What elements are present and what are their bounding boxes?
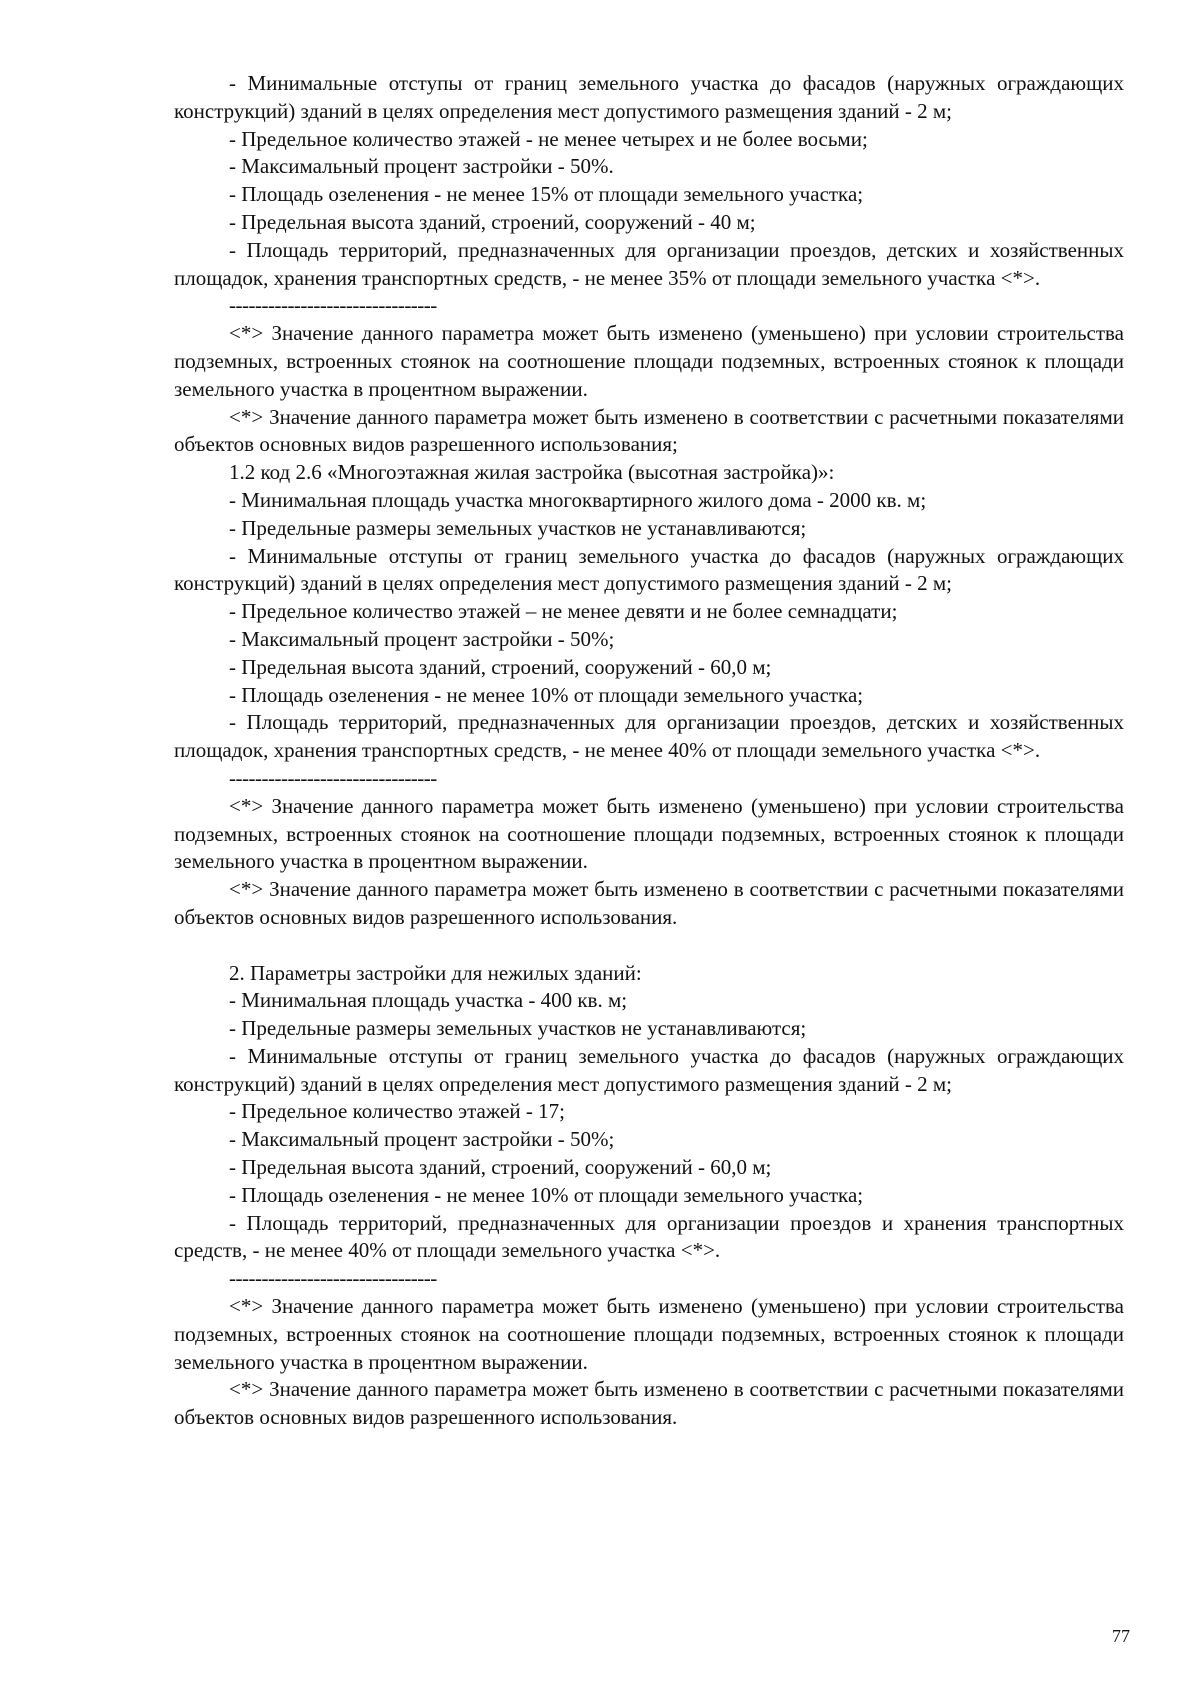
list-item: - Площадь озеленения - не менее 10% от площади земельного участка; — [229, 1182, 864, 1207]
list-item: - Предельное количество этажей - не менее четырех и не более восьми; — [229, 126, 868, 151]
document-page — [174, 70, 1124, 1432]
list-item: - Максимальный процент застройки - 50%; — [229, 626, 615, 651]
footnote: <*> Значение данного параметра может быть изменено (уменьшено) при условии строительства подземных, встроенных стоянок на соотношение площади подземных, встроенных стоянок к площади земельного участка в процентном выражении. — [174, 1294, 1124, 1374]
section-heading: 2. Параметры застройки для нежилых зданий: — [229, 960, 642, 985]
list-item: - Площадь территорий, предназначенных для организации проездов и хранения транспортных средств, - не менее 40% от площади земельного участка <*>. — [174, 1210, 1124, 1263]
list-item: - Минимальная площадь участка многоквартирного жилого дома - 2000 кв. м; — [229, 487, 927, 512]
list-item: - Предельные размеры земельных участков не устанавливаются; — [229, 515, 807, 540]
list-item: - Максимальный процент застройки - 50%. — [229, 154, 614, 179]
footnote: <*> Значение данного параметра может быть изменено в соответствии с расчетными показателями объектов основных видов разрешенного использования; — [174, 404, 1124, 457]
footnote: <*> Значение данного параметра может быть изменено в соответствии с расчетными показателями объектов основных видов разрешенного использования. — [174, 1377, 1124, 1430]
list-item: - Максимальный процент застройки - 50%; — [229, 1127, 615, 1152]
list-item: - Площадь территорий, предназначенных для организации проездов, детских и хозяйственных площадок, хранения транспортных средств, - не менее 40% от площади земельного участка <*>. — [174, 710, 1124, 763]
list-item: - Площадь озеленения - не менее 15% от площади земельного участка; — [229, 182, 864, 207]
footnote: <*> Значение данного параметра может быть изменено (уменьшено) при условии строительства подземных, встроенных стоянок на соотношение площади подземных, встроенных стоянок к площади земельного участка в процентном выражении. — [174, 793, 1124, 874]
footnote: <*> Значение данного параметра может быть изменено в соответствии с расчетными показателями объектов основных видов разрешенного использования. — [174, 877, 1124, 929]
list-item: - Минимальные отступы от границ земельного участка до фасадов (наружных ограждающих конструкций) зданий в целях определения мест допустимого размещения зданий - 2 м; — [174, 71, 1124, 123]
footnote: <*> Значение данного параметра может быть изменено (уменьшено) при условии строительства подземных, встроенных стоянок на соотношение площади подземных, встроенных стоянок к площади земельного участка в процентном выражении. — [174, 321, 1124, 401]
list-item: - Минимальные отступы от границ земельного участка до фасадов (наружных ограждающих конструкций) зданий в целях определения мест допустимого размещения зданий - 2 м; — [174, 1043, 1124, 1096]
paragraph-gap — [174, 932, 1124, 960]
footnote-separator: -------------------------------- — [229, 765, 437, 790]
list-item: - Площадь озеленения - не менее 10% от площади земельного участка; — [229, 682, 864, 707]
footnote-separator: -------------------------------- — [229, 293, 437, 318]
list-item: - Предельное количество этажей – не менее девяти и не более семнадцати; — [229, 599, 898, 624]
footnote-separator: -------------------------------- — [229, 1266, 437, 1291]
list-item: - Предельные размеры земельных участков не устанавливаются; — [229, 1016, 807, 1041]
list-item: - Площадь территорий, предназначенных для организации проездов, детских и хозяйственных площадок, хранения транспортных средств, - не менее 35% от площади земельного участка <*>. — [174, 237, 1124, 290]
page-number: 77 — [1112, 1626, 1130, 1646]
list-item: - Минимальные отступы от границ земельного участка до фасадов (наружных ограждающих конструкций) зданий в целях определения мест допустимого размещения зданий - 2 м; — [174, 543, 1124, 596]
list-item: - Предельная высота зданий, строений, сооружений - 40 м; — [229, 209, 756, 234]
section-heading: 1.2 код 2.6 «Многоэтажная жилая застройка (высотная застройка)»: — [229, 460, 835, 485]
list-item: - Предельное количество этажей - 17; — [229, 1099, 565, 1124]
list-item: - Предельная высота зданий, строений, сооружений - 60,0 м; — [229, 654, 772, 679]
list-item: - Предельная высота зданий, строений, сооружений - 60,0 м; — [229, 1155, 772, 1180]
list-item: - Минимальная площадь участка - 400 кв. м; — [229, 988, 628, 1013]
